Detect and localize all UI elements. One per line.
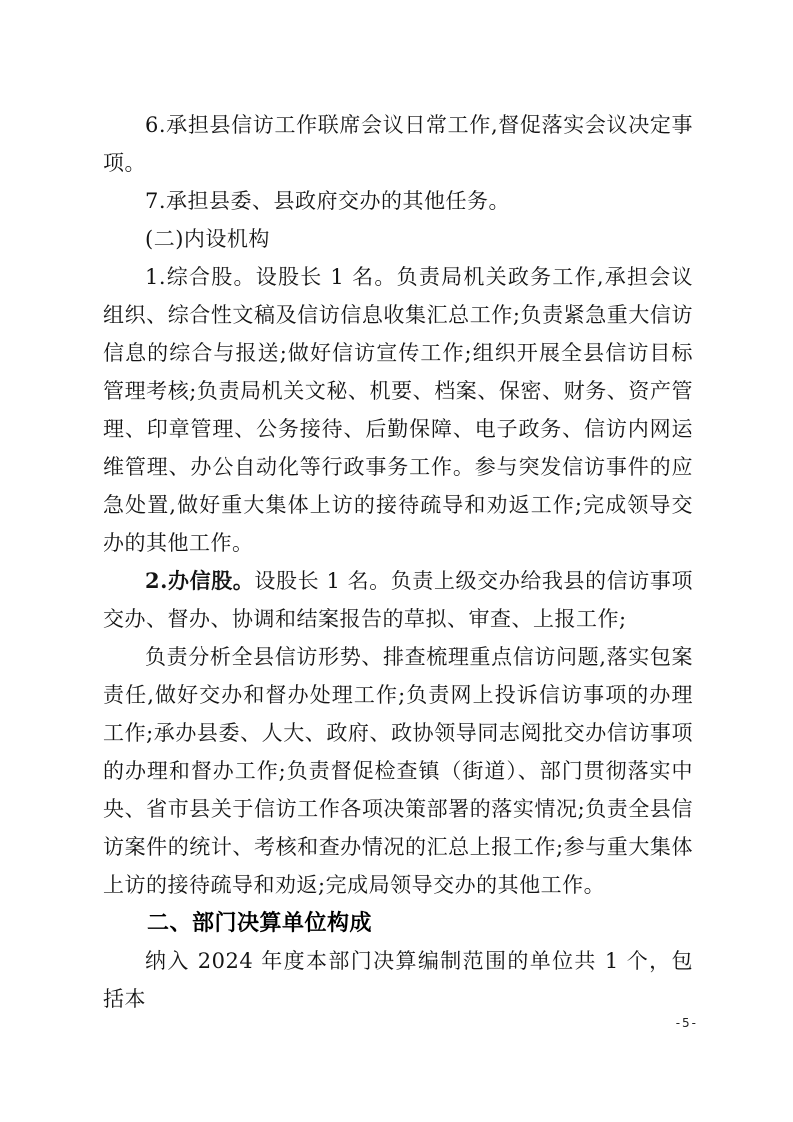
paragraph [103,638,693,904]
text-run: 设股长 1 名。负责上级交办给我县的信访事项交办、督办、协调和结案报告的草拟、审查、上报工作; [103,569,693,631]
text-run: (二)内设机构 [145,227,270,251]
page-number: -5- [675,1016,698,1030]
paragraph [103,258,693,562]
document-body [103,106,693,1018]
paragraph [103,182,693,220]
section-heading [103,904,693,942]
text-run: 6.承担县信访工作联席会议日常工作,督促落实会议决定事项。 [103,113,693,175]
bold-text-run: 2.办信股。 [145,568,255,593]
text-run: 负责分析全县信访形势、排查梳理重点信访问题,落实包案责任,做好交办和督办处理工作;负责网上投诉信访事项的办理工作;承办县委、人大、政府、政协领导同志阅批交办信访事项的办理和督办工作;负责督促检查镇（街道）、部门贯彻落实中央、省市县关于信访工作各项决策部署的落实情况;负责全县信访案件的统计、考核和查办情况的汇总上报工作;参与重大集体上访的接待疏导和劝返;完成局领导交办的其他工作。 [103,645,693,897]
text-run: 7.承担县委、县政府交办的其他任务。 [145,189,511,213]
text-run: 纳入 2024 年度本部门决算编制范围的单位共 1 个，包括本 [103,949,693,1011]
paragraph [103,942,693,1018]
bold-text-run: 二、部门决算单位构成 [147,910,373,935]
text-run: 1.综合股。设股长 1 名。负责局机关政务工作,承担会议组织、综合性文稿及信访信息收集汇总工作;负责紧急重大信访信息的综合与报送;做好信访宣传工作;组织开展全县信访目标管理考核;负责局机关文秘、机要、档案、保密、财务、资产管理、印章管理、公务接待、后勤保障、电子政务、信访内网运维管理、办公自动化等行政事务工作。参与突发信访事件的应急处置,做好重大集体上访的接待疏导和劝返工作;完成领导交办的其他工作。 [103,265,693,555]
paragraph [103,220,693,258]
paragraph [103,562,693,638]
paragraph [103,106,693,182]
